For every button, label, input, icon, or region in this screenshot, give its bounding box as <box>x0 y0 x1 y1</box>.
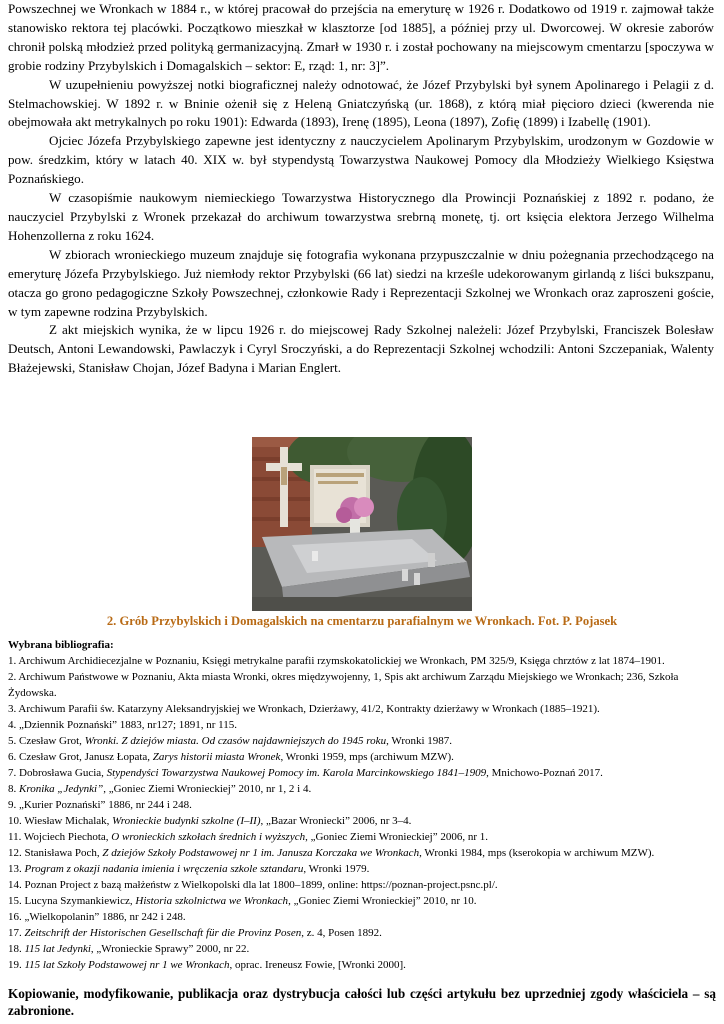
bibliography-item-text: Wiesław Michalak, <box>24 815 113 827</box>
bibliography-item-number: 2. <box>8 671 19 683</box>
bibliography-item <box>8 925 718 941</box>
bibliography-item-text: Zarys historii miasta Wronek <box>152 751 281 763</box>
bibliography-item-number: 19. <box>8 959 25 971</box>
bibliography-item <box>8 861 718 877</box>
bibliography-item-number: 16. <box>8 911 25 923</box>
bibliography-item-number: 13. <box>8 863 25 875</box>
paragraph: Ojciec Józefa Przybylskiego zapewne jest identyczny z nauczycielem Apolinarym Przybylskim, urodzonym w Gozdowie w pow. średzkim, który w latach 40. XIX w. był stypendystą Towarzystwa Naukowej Pomocy dla Młodzieży Wielkiego Księstwa Poznańskiego. <box>8 133 714 187</box>
paragraph: Z akt miejskich wynika, że w lipcu 1926 r. do miejscowej Rady Szkolnej należeli: Józef Przybylski, Franciszek Bolesław Deutsch, Antoni Lewandowski, Pawlaczyk i Cyryl Sroczyński, a do Reprezentacji Szkolnej wchodzili: Antoni Szczepaniak, Walenty Błażejewski, Stanisław Chojan, Józef Badyna i Marian Englert. <box>8 322 714 376</box>
bibliography-item-text: Stanisława Poch, <box>24 847 103 859</box>
copyright-notice: Kopiowanie, modyfikowanie, publikacja oraz dystrybucja całości lub części artykułu bez uprzedniej zgody właściciela – są zabronione. <box>8 986 716 1018</box>
bibliography-item <box>8 893 718 909</box>
bibliography-item-text: O wronieckich szkołach średnich i wyższych <box>111 831 306 843</box>
bibliography-item-text: , Wronki 1984, mps (kserokopia w archiwum MZW). <box>419 847 655 859</box>
bibliography-item-text: Archiwum Archidiecezjalne w Poznaniu, Księgi metrykalne parafii rzymskokatolickiej we Wronkach, PM 325/9, Księga chrztów z lat 1874–1901. <box>18 655 665 667</box>
article-body <box>8 0 714 378</box>
grave-photo <box>252 437 472 611</box>
bibliography-item-text: Wronieckie budynki szkolne (I–II) <box>112 815 261 827</box>
bibliography-item-text: , Wronki 1979. <box>303 863 370 875</box>
bibliography-item-text: Czesław Grot, <box>19 735 85 747</box>
paragraph: W zbiorach wronieckiego muzeum znajduje się fotografia wykonana przypuszczalnie w dniu pożegnania przechodzącego na emeryturę Józefa Przybylskiego. Już niemłody rektor Przybylski (66 lat) siedzi na krześle udekorowanym girlandą z liści bukszpanu, otacza go grono pedagogiczne Szkoły Powszechnej, członkowie Rady i Reprezentacji Szkolnej we Wronkach oraz zaproszeni goście, w tym zapewne rodzina Przybylskich. <box>8 246 714 319</box>
bibliography-item-number: 3. <box>8 703 19 715</box>
bibliography-item <box>8 653 718 669</box>
bibliography-item <box>8 701 718 717</box>
bibliography-item-number: 17. <box>8 927 25 939</box>
bibliography-item-text: , „Goniec Ziemi Wronieckiej” 2010, nr 1, 2 i 4. <box>103 783 312 795</box>
bibliography-item-text: , oprac. Ireneusz Fowie, [Wronki 2000]. <box>229 959 406 971</box>
paragraph: W czasopiśmie naukowym niemieckiego Towarzystwa Historycznego dla Prowincji Poznańskiej z 1892 r. podano, że nauczyciel Przybylski z Wronek przekazał do archiwum towarzystwa srebrną monetę, tj. ort księcia elektora Jerzego Wilhelma Hohenzollerna z roku 1624. <box>8 190 714 243</box>
bibliography-item-text: „Dziennik Poznański” 1883, nr127; 1891, nr 115. <box>19 719 238 731</box>
bibliography-item <box>8 845 718 861</box>
bibliography-item-text: 115 lat Szkoły Podstawowej nr 1 we Wronkach <box>24 959 230 971</box>
bibliography-item-text: „Wielkopolanin” 1886, nr 242 i 248. <box>24 911 186 923</box>
bibliography-item-text: Wojciech Piechota, <box>23 831 112 843</box>
bibliography-item-text: 115 lat Jedynki <box>24 943 91 955</box>
bibliography-item <box>8 829 718 845</box>
bibliography-item <box>8 781 718 797</box>
bibliography-item-text: Z dziejów Szkoły Podstawowej nr 1 im. Janusza Korczaka we Wronkach <box>102 847 420 859</box>
bibliography-heading: Wybrana bibliografia: <box>8 639 114 651</box>
bibliography-item <box>8 909 718 925</box>
bibliography-item-text: Zeitschrift der Historischen Gesellschaft für die Provinz Posen <box>24 927 302 939</box>
bibliography-list <box>8 653 718 973</box>
paragraph: W uzupełnieniu powyższej notki biograficznej należy odnotować, że Józef Przybylski był synem Apolinarego i Pelagii z d. Stelmachowskiej. W 1892 r. w Bninie ożenił się z Heleną Gniatczyńską (ur. 1868), z którą miał pięcioro dzieci (kwerenda nie obejmowała akt metrykalnych po roku 1901): Edwarda (1893), Irenę (1895), Leona (1897), Zofię (1899) i Izabellę (1901). <box>8 76 714 130</box>
bibliography-item-number: 11. <box>8 831 24 843</box>
bibliography-item-text: Archiwum Parafii św. Katarzyny Aleksandryjskiej we Wronkach, Dzierżawy, 41/2, Kontrakty dzierżawy w Wronkach (1885–1921). <box>18 703 600 715</box>
bibliography-item <box>8 765 718 781</box>
bibliography-item-text: , Wronki 1987. <box>386 735 453 747</box>
bibliography-item-number: 9. <box>8 799 19 811</box>
bibliography-item-number: 6. <box>8 751 19 763</box>
bibliography-item-text: „Kurier Poznański” 1886, nr 244 i 248. <box>19 799 192 811</box>
bibliography-item <box>8 733 718 749</box>
bibliography-item-text: , z. 4, Posen 1892. <box>301 927 382 939</box>
bibliography-item <box>8 717 718 733</box>
grave-photo-illustration <box>252 437 472 611</box>
bibliography-item-text: Dobrosława Gucia, <box>19 767 107 779</box>
bibliography-item-number: 4. <box>8 719 19 731</box>
bibliography-item-number: 14. <box>8 879 25 891</box>
bibliography-item-text: , „Goniec Ziemi Wronieckiej” 2010, nr 10. <box>288 895 477 907</box>
bibliography-item-text: Kronika „Jedynki” <box>19 783 104 795</box>
bibliography-item-number: 10. <box>8 815 25 827</box>
bibliography-item-number: 5. <box>8 735 19 747</box>
bibliography-item-text: Archiwum Państwowe w Poznaniu, Akta miasta Wronki, okres międzywojenny, 1, Spis akt archiwum Zarządu Miejskiego we Wronkach; 236, Szkoła Żydowska. <box>8 671 679 699</box>
bibliography-item-text: Poznan Project z bazą małżeństw z Wielkopolski dla lat 1800–1899, online: https://poznan-project.psnc.pl/. <box>24 879 498 891</box>
bibliography-item <box>8 957 718 973</box>
bibliography-item-number: 7. <box>8 767 19 779</box>
bibliography-item-text: Lucyna Szymankiewicz, <box>24 895 136 907</box>
bibliography-item <box>8 749 718 765</box>
bibliography-item-text: Program z okazji nadania imienia i wręczenia szkole sztandaru <box>24 863 304 875</box>
bibliography-item-text: , „Bazar Wroniecki” 2006, nr 3–4. <box>260 815 412 827</box>
bibliography-item-text: , „Goniec Ziemi Wronieckiej” 2006, nr 1. <box>305 831 489 843</box>
bibliography-item-text: Historia szkolnictwa we Wronkach <box>135 895 289 907</box>
bibliography-item <box>8 941 718 957</box>
bibliography-item <box>8 813 718 829</box>
bibliography-item <box>8 797 718 813</box>
bibliography-item <box>8 877 718 893</box>
bibliography-item-number: 8. <box>8 783 19 795</box>
bibliography-item-text: Wronki. Z dziejów miasta. Od czasów najdawniejszych do 1945 roku <box>84 735 387 747</box>
bibliography-item-text: Stypendyści Towarzystwa Naukowej Pomocy im. Karola Marcinkowskiego 1841–1909 <box>106 767 487 779</box>
paragraph: Powszechnej we Wronkach w 1884 r., w której pracował do przejścia na emeryturę w 1926 r. Dodatkowo od 1919 r. zajmował także stanowisko rektora tej placówki. Początkowo mieszkał w klasztorze [od 1885], a później przy ul. Dworcowej. W okresie zaborów chronił polską młodzież przed polityką germanizacyjną. Zmarł w 1930 r. i został pochowany na miejscowym cmentarzu [spoczywa w grobie rodziny Przybylskich i Domagalskich – sektor: E, rząd: 1, nr: 3]”. <box>8 1 714 73</box>
bibliography-item-text: Czesław Grot, Janusz Łopata, <box>19 751 153 763</box>
bibliography-item-text: , Mnichowo-Poznań 2017. <box>486 767 603 779</box>
bibliography-item <box>8 669 718 701</box>
bibliography-item-text: , Wronki 1959, mps (archiwum MZW). <box>280 751 454 763</box>
bibliography-item-number: 18. <box>8 943 25 955</box>
bibliography-item-number: 12. <box>8 847 25 859</box>
bibliography <box>8 637 718 973</box>
photo-caption: 2. Grób Przybylskich i Domagalskich na cmentarzu parafialnym we Wronkach. Fot. P. Pojasek <box>106 614 618 628</box>
bibliography-item-text: , „Wronieckie Sprawy” 2000, nr 22. <box>90 943 250 955</box>
bibliography-item-number: 15. <box>8 895 25 907</box>
bibliography-item-number: 1. <box>8 655 19 667</box>
